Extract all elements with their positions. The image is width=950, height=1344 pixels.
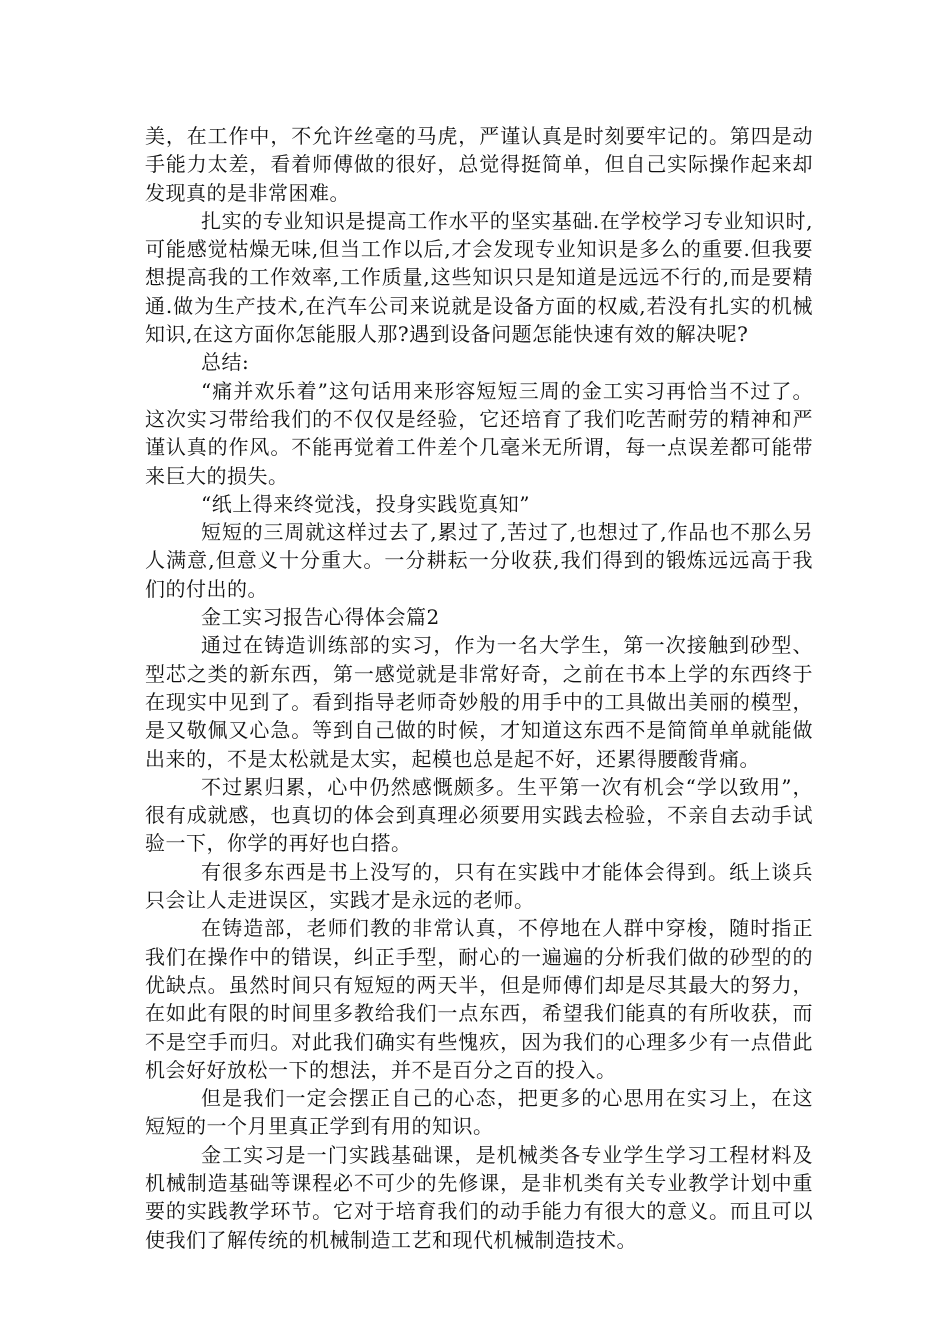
paragraph-2: 扎实的专业知识是提高工作水平的坚实基础.在学校学习专业知识时,可能感觉枯燥无味,但当工作以后,才会发现专业知识是多么的重要.但我要想提高我的工作效率,工作质量,这些知识只是知道是远远不行的,而是要精通.做为生产技术,在汽车公司来说就是设备方面的权威,若没有扎实的机械知识,在这方面你怎能服人那?遇到设备问题怎能快速有效的解决呢? (145, 208, 813, 347)
paragraph-10: 金工实习是一门实践基础课，是机械类各专业学生学习工程材料及机械制造基础等课程必不可少的先修课，是非机类有关专业教学计划中重要的实践教学环节。它对于培育我们的动手能力有很大的意义。而且可以使我们了解传统的机械制造工艺和现代机械制造技术。 (145, 1142, 813, 1252)
paragraph-1: 美，在工作中，不允许丝毫的马虎，严谨认真是时刻要牢记的。第四是动手能力太差，看着师傅做的很好，总觉得挺简单，但自己实际操作起来却发现真的是非常困难。 (145, 124, 813, 205)
paragraph-5: 通过在铸造训练部的实习，作为一名大学生，第一次接触到砂型、型芯之类的新东西，第一感觉就是非常好奇，之前在书本上学的东西终于在现实中见到了。看到指导老师奇妙般的用手中的工具做出美丽的模型，是又敬佩又心急。等到自己做的时候，才知道这东西不是简简单单就能做出来的，不是太松就是太实，起模也总是起不好，还累得腰酸背痛。 (145, 633, 813, 771)
paragraph-6: 不过累归累，心中仍然感慨颇多。生平第一次有机会“学以致用”，很有成就感，也真切的体会到真理必须要用实践去检验，不亲自去动手试验一下，你学的再好也白搭。 (145, 774, 813, 856)
summary-heading: 总结: (201, 350, 250, 375)
section-heading: 金工实习报告心得体会篇2 (201, 605, 440, 630)
paragraph-8: 在铸造部，老师们教的非常认真，不停地在人群中穿梭，随时指正我们在操作中的错误，纠正手型，耐心的一遍遍的分析我们做的砂型的的优缺点。虽然时间只有短短的两天半，但是师傅们却是尽其最大的努力，在如此有限的时间里多教给我们一点东西，希望我们能真的有所收获，而不是空手而归。对此我们确实有些愧疚，因为我们的心理多少有一点借此机会好好放松一下的想法，并不是百分之百的投入。 (145, 916, 813, 1082)
paragraph-4: 短短的三周就这样过去了,累过了,苦过了,也想过了,作品也不那么另人满意,但意义十分重大。一分耕耘一分收获,我们得到的锻炼远远高于我们的付出的。 (145, 520, 813, 601)
paragraph-3: “痛并欢乐着”这句话用来形容短短三周的金工实习再恰当不过了。这次实习带给我们的不仅仅是经验，它还培育了我们吃苦耐劳的精神和严谨认真的作风。不能再觉着工件差个几毫米无所谓，每一点误差都可能带来巨大的损失。 (145, 378, 813, 488)
quote-line: “纸上得来终觉浅，投身实践览真知” (201, 491, 530, 516)
paragraph-7: 有很多东西是书上没写的，只有在实践中才能体会得到。纸上谈兵只会让人走进误区，实践才是永远的老师。 (145, 859, 813, 913)
document-page (145, 122, 813, 1254)
paragraph-9: 但是我们一定会摆正自己的心态，把更多的心思用在实习上，在这短短的一个月里真正学到有用的知识。 (145, 1086, 813, 1139)
